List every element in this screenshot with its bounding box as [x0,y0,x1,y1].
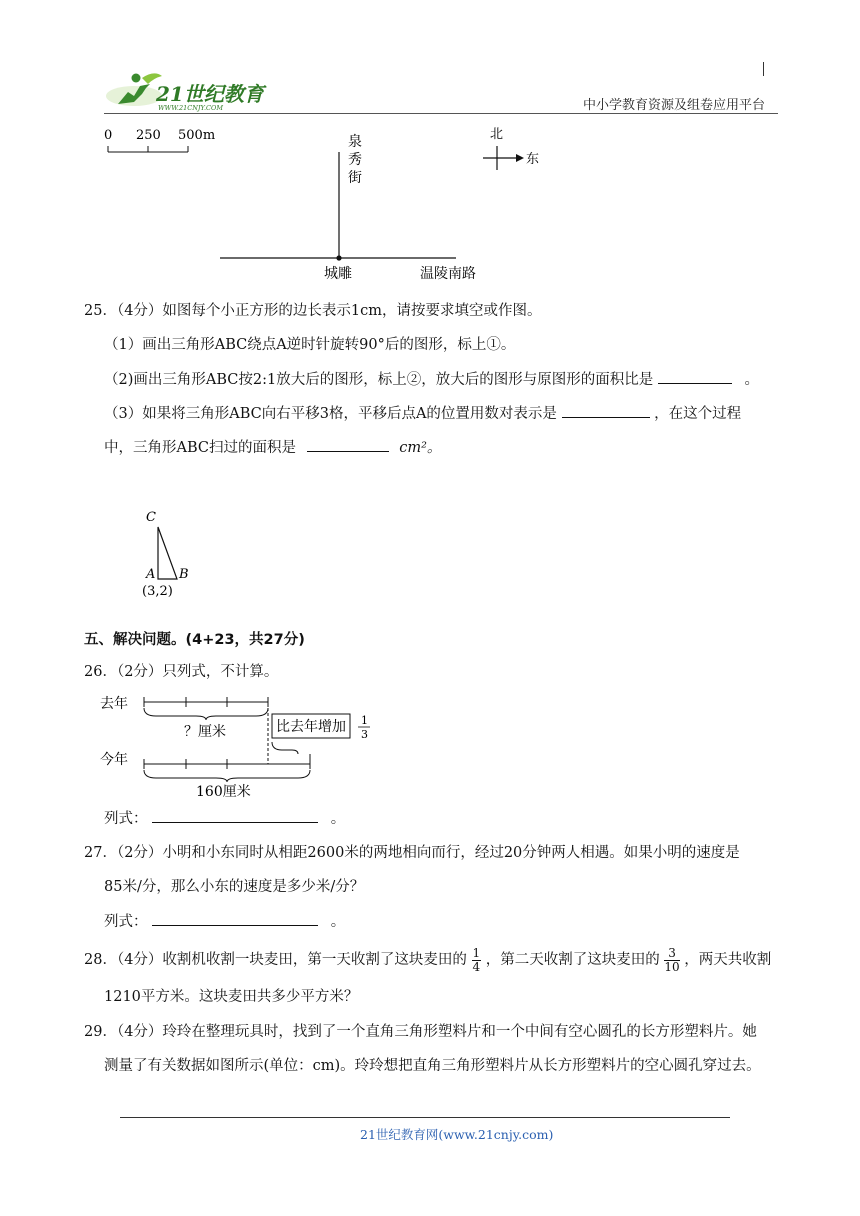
triangle-abc [158,527,177,579]
scale-label-250: 250 [136,128,161,143]
runner-head-icon [132,74,141,83]
section-5-heading: 五、解决问题。(4+23，共27分) [84,632,305,648]
street-name-char-3: 街 [348,170,362,186]
platform-name: 中小学教育资源及组卷应用平台 [583,98,766,113]
logo-graphic [104,68,274,112]
this-year-brace [144,770,310,782]
q25-part3-line2: 中，三角形ABC扫过的面积是 cm²。 [104,437,441,458]
street-name-char-1: 泉 [348,134,362,150]
this-year-label: 今年 [100,752,128,768]
footer-site-link[interactable]: 21世纪教育网(www.21cnjy.com) [360,1127,554,1142]
increase-fraction-den: 3 [361,728,368,741]
q29-line2: 测量了有关数据如图所示(单位：cm)。玲玲想把直角三角形塑料片从长方形塑料片的空心圆孔穿过去。 [104,1058,761,1074]
formula-answer-blank[interactable] [152,808,318,823]
triangle-abc-figure [140,505,210,603]
map-figure [100,122,560,287]
last-year-label: 去年 [100,696,128,712]
vertex-a-label: A [146,567,156,582]
q26-formula: 列式： 。 [104,808,345,829]
point-label: 城雕 [324,266,352,282]
increase-brace [272,742,298,754]
logo-main-text: 21世纪教育 [156,82,264,106]
compass-north-label: 北 [490,127,504,142]
q26-stem: 26．（2分）只列式，不计算。 [84,664,279,680]
q25-stem: 25．（4分）如图每个小正方形的边长表示1cm，请按要求填空或作图。 [84,303,542,319]
q25-part2: （2)画出三角形ABC按2:1放大后的图形，标上②，放大后的图形与原图形的面积比是 。 [104,369,759,390]
header-tick [763,62,764,76]
street-name-char-2: 秀 [348,152,362,168]
logo-url-text: WWW.21CNJY.COM [158,104,223,112]
q29-line1: 29．（4分）玲玲在整理玩具时，找到了一个直角三角形塑料片和一个中间有空心圆孔的长方形塑料片。她 [84,1024,757,1040]
increase-label: 比去年增加 [276,719,346,735]
q25-part1: （1）画出三角形ABC绕点A逆时针旋转90°后的图形，标上①。 [104,337,516,353]
q28-line1: 28．（4分）收割机收割一块麦田，第一天收割了这块麦田的 $\frac{1}{4}$ ，第二天收割了这块麦田的 $\frac{3}{10}$ ，两天共收割 [84,945,772,974]
total-length-label: 160厘米 [196,784,251,800]
vertex-c-label: C [146,510,156,525]
q28-line2: 1210平方米。这块麦田共多少平方米？ [104,989,359,1005]
header-divider [104,113,778,114]
answer-blank-coordinate[interactable] [562,403,650,418]
compass-east-arrow-icon [516,154,524,162]
compass-east-label: 东 [526,152,540,167]
road-label: 温陵南路 [420,266,476,282]
vertex-a-coordinate: (3,2) [142,584,173,599]
fraction-three-tenths: $\frac{3}{10}$ [664,945,680,974]
q27-line2: 85米/分，那么小东的速度是多少米/分？ [104,879,365,895]
scale-label-500: 500m [178,128,216,143]
site-logo [104,68,274,116]
last-year-brace [144,708,268,720]
answer-blank-area-ratio[interactable] [658,369,732,384]
increase-fraction-num: 1 [361,714,368,727]
q26-bar-diagram [96,688,386,800]
scale-label-0: 0 [104,128,113,143]
footer-divider [120,1117,730,1118]
answer-blank-swept-area[interactable] [307,437,389,452]
city-sculpture-point [336,255,341,260]
q27-line1: 27．（2分）小明和小东同时从相距2600米的两地相向而行，经过20分钟两人相遇。如果小明的速度是 [84,845,740,861]
unknown-length-label: ？厘米 [184,724,226,740]
vertex-b-label: B [179,567,189,582]
formula-answer-blank[interactable] [152,911,318,926]
q27-formula: 列式： 。 [104,911,345,932]
q25-part3-line1: （3）如果将三角形ABC向右平移3格，平移后点A的位置用数对表示是 ，在这个过程 [104,403,741,424]
fraction-one-quarter: $\frac{1}{4}$ [472,945,481,974]
